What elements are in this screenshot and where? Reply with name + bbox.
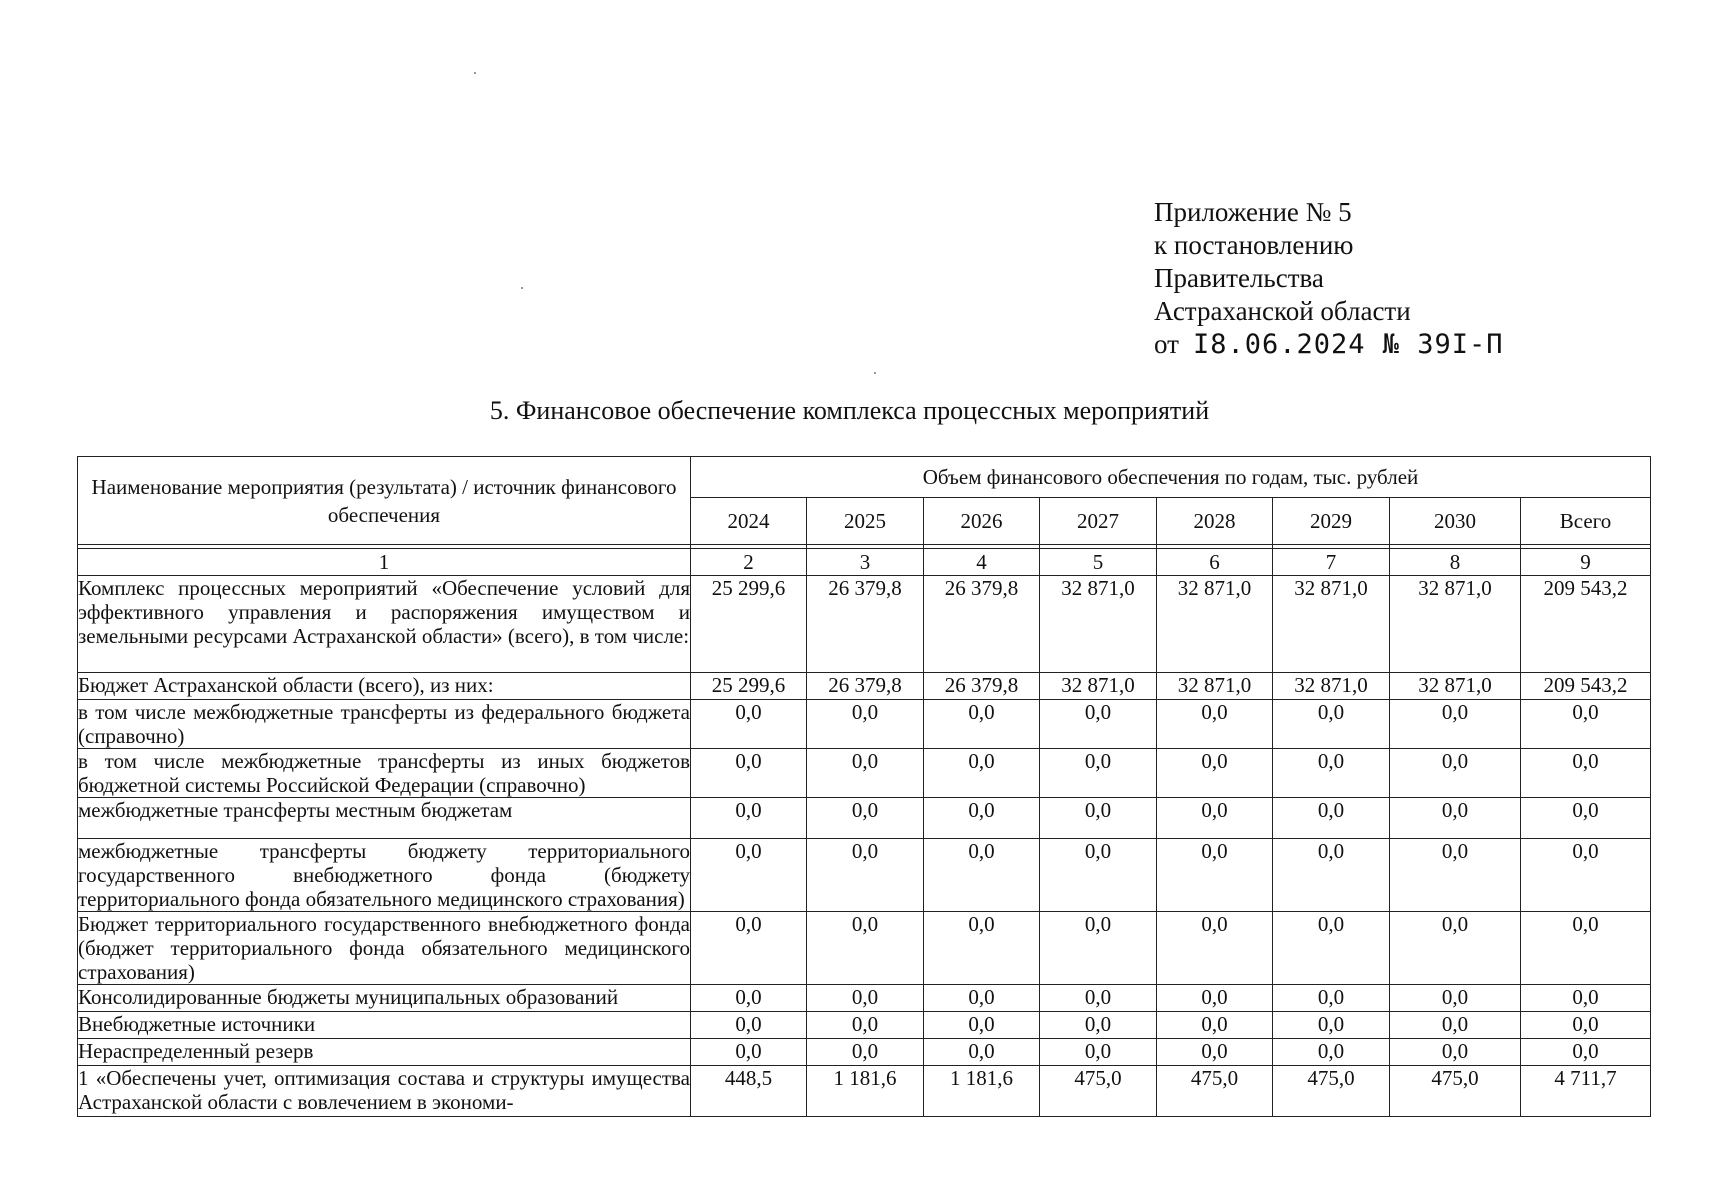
row-value-cell: 0,0 [1390,985,1521,1012]
row-value-cell: 0,0 [1521,1039,1651,1066]
row-value-cell: 0,0 [1157,700,1273,749]
column-number-cell: 5 [1040,549,1157,576]
row-value-cell: 0,0 [1273,1039,1390,1066]
row-value-cell: 0,0 [1040,985,1157,1012]
table-row [78,749,1651,798]
row-value-cell: 0,0 [924,700,1040,749]
row-value-cell: 1 181,6 [807,1066,924,1117]
row-value-cell: 0,0 [807,912,924,985]
row-value-cell: 0,0 [1040,798,1157,839]
table-row [78,1012,1651,1039]
row-value-cell: 0,0 [1157,749,1273,798]
row-value-cell: 0,0 [1040,1012,1157,1039]
row-value-cell: 0,0 [1157,839,1273,912]
row-value-cell: 0,0 [1273,700,1390,749]
row-value-cell: 0,0 [924,1012,1040,1039]
row-value-cell: 26 379,8 [924,673,1040,700]
row-value-cell: 0,0 [1521,912,1651,985]
row-name-cell: 1 «Обеспечены учет, оптимизация состава и структуры имущества Астраханской области с вовлечением в экономи- [78,1066,691,1117]
row-value-cell: 475,0 [1273,1066,1390,1117]
row-name-cell: в том числе межбюджетные трансферты из федерального бюджета (справочно) [78,700,690,748]
row-value-cell: 209 543,2 [1521,673,1651,700]
row-value-cell: 0,0 [1157,1012,1273,1039]
table-row [78,1066,1651,1117]
row-value-cell: 0,0 [1273,985,1390,1012]
row-name-cell: Комплекс процессных мероприятий «Обеспечение условий для эффективного управления и распоряжения имуществом и земельными ресурсами Астраханской области» (всего), в том числе: [78,576,691,673]
row-value-cell: 32 871,0 [1157,576,1273,673]
column-number-cell: 9 [1521,549,1651,576]
row-value-cell: 0,0 [924,798,1040,839]
row-value-cell: 0,0 [1521,700,1651,749]
row-value-cell: 0,0 [1390,839,1521,912]
row-value-cell: 0,0 [807,749,924,798]
row-value-cell: 32 871,0 [1040,576,1157,673]
row-value-cell: 0,0 [1273,839,1390,912]
row-value-cell: 0,0 [1157,798,1273,839]
column-number-cell: 1 [78,549,691,576]
header-year-cell: Всего [1521,498,1651,545]
table-row [78,700,1651,749]
scan-speck [521,287,523,289]
header-year-cell: 2029 [1273,498,1390,545]
row-value-cell: 0,0 [1157,912,1273,985]
document-title: 5. Финансовое обеспечение комплекса процессных мероприятий [489,396,1210,425]
row-value-cell: 448,5 [691,1066,807,1117]
row-value-cell: 0,0 [1390,1039,1521,1066]
column-number-cell: 4 [924,549,1040,576]
header-year-cell: 2026 [924,498,1040,545]
row-name-cell: в том числе межбюджетные трансферты из иных бюджетов бюджетной системы Российской Федерации (справочно) [78,749,690,797]
row-value-cell: 32 871,0 [1390,673,1521,700]
header-name-cell: Наименование мероприятия (результата) / источник финансового обеспечения [78,457,691,545]
row-value-cell: 0,0 [924,839,1040,912]
row-value-cell: 0,0 [1521,1012,1651,1039]
row-value-cell: 0,0 [1521,798,1651,839]
row-value-cell: 4 711,7 [1521,1066,1651,1117]
row-value-cell: 32 871,0 [1273,576,1390,673]
scan-speck [874,372,876,374]
row-value-cell: 0,0 [1157,1039,1273,1066]
row-value-cell: 0,0 [924,1039,1040,1066]
row-value-cell: 32 871,0 [1390,576,1521,673]
appendix-block [1154,196,1504,361]
column-number-cell: 7 [1273,549,1390,576]
row-value-cell: 0,0 [924,749,1040,798]
date-prefix: от [1154,329,1179,359]
row-value-cell: 475,0 [1040,1066,1157,1117]
financing-table [77,456,1651,1117]
row-value-cell: 25 299,6 [691,576,807,673]
row-value-cell: 0,0 [1273,1012,1390,1039]
scan-speck [474,72,476,74]
row-value-cell: 0,0 [1521,985,1651,1012]
row-value-cell: 0,0 [691,700,807,749]
row-value-cell: 32 871,0 [1157,673,1273,700]
row-value-cell: 0,0 [807,798,924,839]
row-value-cell: 0,0 [691,839,807,912]
column-number-cell: 6 [1157,549,1273,576]
row-name-cell: межбюджетные трансферты бюджету территориального государственного внебюджетного фонда (бюджету территориального фонда обязательного медицинского страхования) [78,839,690,911]
row-value-cell: 25 299,6 [691,673,807,700]
header-year-cell: 2025 [807,498,924,545]
table-row [78,985,1651,1012]
row-value-cell: 0,0 [1390,749,1521,798]
row-value-cell: 0,0 [807,1012,924,1039]
row-value-cell: 0,0 [691,749,807,798]
row-value-cell: 0,0 [1390,1012,1521,1039]
row-value-cell: 0,0 [1390,700,1521,749]
row-value-cell: 0,0 [1273,798,1390,839]
row-name-cell: межбюджетные трансферты местным бюджетам [78,798,691,839]
appendix-line: Приложение № 5 [1154,197,1352,227]
row-value-cell: 0,0 [1040,839,1157,912]
row-value-cell: 0,0 [807,985,924,1012]
table-row [78,839,1651,912]
row-value-cell: 0,0 [691,1039,807,1066]
row-value-cell: 0,0 [1157,985,1273,1012]
row-name-cell: Консолидированные бюджеты муниципальных образований [78,985,691,1012]
row-value-cell: 0,0 [1390,912,1521,985]
row-value-cell: 0,0 [1040,749,1157,798]
row-value-cell: 0,0 [691,798,807,839]
row-value-cell: 0,0 [807,1039,924,1066]
date-stamp: I8.06.2024 № 39I-П [1192,329,1504,360]
row-value-cell: 475,0 [1390,1066,1521,1117]
row-value-cell: 1 181,6 [924,1066,1040,1117]
row-name-cell: Бюджет Астраханской области (всего), из них: [78,673,691,700]
row-value-cell: 0,0 [1273,912,1390,985]
row-value-cell: 0,0 [1040,1039,1157,1066]
header-year-cell: 2028 [1157,498,1273,545]
table-row [78,576,1651,673]
table-row [78,798,1651,839]
table-row [78,1039,1651,1066]
row-name-cell: Бюджет территориального государственного внебюджетного фонда (бюджет территориального фонда обязательного медицинского страхования) [78,912,690,984]
row-value-cell: 0,0 [1521,749,1651,798]
row-value-cell: 0,0 [924,985,1040,1012]
row-value-cell: 0,0 [807,839,924,912]
row-value-cell: 0,0 [691,985,807,1012]
header-year-cell: 2024 [691,498,807,545]
column-number-cell: 8 [1390,549,1521,576]
header-year-cell: 2030 [1390,498,1521,545]
row-value-cell: 0,0 [691,912,807,985]
header-year-cell: 2027 [1040,498,1157,545]
row-value-cell: 0,0 [924,912,1040,985]
row-name-cell: Внебюджетные источники [78,1012,691,1039]
row-value-cell: 26 379,8 [924,576,1040,673]
row-value-cell: 0,0 [1273,749,1390,798]
appendix-line: Астраханской области [1154,296,1411,326]
column-number-cell: 2 [691,549,807,576]
row-value-cell: 0,0 [1040,700,1157,749]
row-value-cell: 26 379,8 [807,673,924,700]
row-value-cell: 0,0 [1390,798,1521,839]
row-value-cell: 0,0 [1040,912,1157,985]
appendix-line: Правительства [1154,263,1324,293]
row-value-cell: 0,0 [691,1012,807,1039]
header-volume-cell: Объем финансового обеспечения по годам, тыс. рублей [691,457,1651,498]
row-value-cell: 0,0 [1521,839,1651,912]
row-value-cell: 475,0 [1157,1066,1273,1117]
table-row [78,673,1651,700]
row-name-cell: Нераспределенный резерв [78,1039,691,1066]
appendix-line: к постановлению [1154,230,1354,260]
appendix-date-line [1154,328,1504,361]
row-value-cell: 32 871,0 [1040,673,1157,700]
table-row [78,912,1651,985]
row-value-cell: 209 543,2 [1521,576,1651,673]
column-number-cell: 3 [807,549,924,576]
row-value-cell: 32 871,0 [1273,673,1390,700]
row-value-cell: 26 379,8 [807,576,924,673]
row-value-cell: 0,0 [807,700,924,749]
